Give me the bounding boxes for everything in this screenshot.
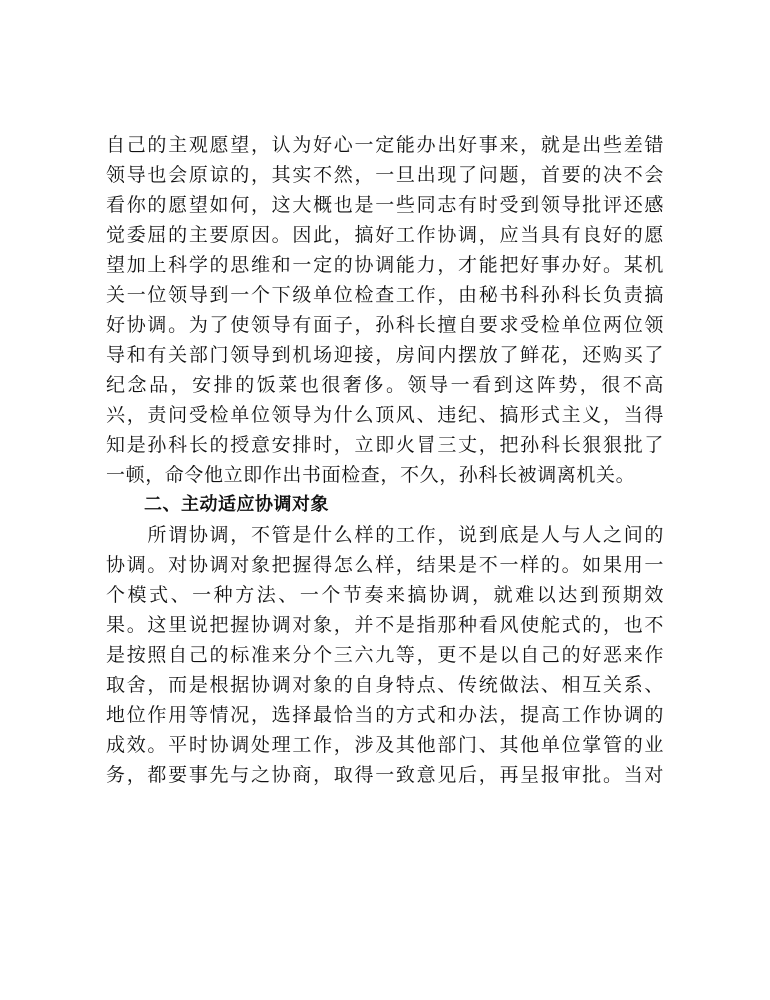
text-line: 是按照自己的标准来分个三六九等，更不是以自己的好恶来作 [106,644,664,666]
paragraph-2 [106,520,664,790]
text-line: 纪念品，安排的饭菜也很奢侈。领导一看到这阵势，很不高 [106,374,664,396]
text-line: 取舍，而是根据协调对象的自身特点、传统做法、相互关系、 [106,674,664,696]
text-line: 自己的主观愿望，认为好心一定能办出好事来，就是出些差错 [106,134,664,156]
paragraph-1 [106,130,664,490]
text-line: 望加上科学的思维和一定的协调能力，才能把好事办好。某机 [106,254,664,276]
text-line: 看你的愿望如何，这大概也是一些同志有时受到领导批评还感 [106,194,664,216]
text-line: 兴，责问受检单位领导为什么顶风、违纪、搞形式主义，当得 [106,404,664,426]
text-line: 个模式、一种方法、一个节奏来搞协调，就难以达到预期效 [106,584,664,606]
text-line: 好协调。为了使领导有面子，孙科长擅自要求受检单位两位领 [106,314,664,336]
section-heading: 二、主动适应协调对象 [144,494,329,515]
text-line: 关一位领导到一个下级单位检查工作，由秘书科孙科长负责搞 [106,284,664,306]
text-line: 成效。平时协调处理工作，涉及其他部门、其他单位掌管的业 [106,734,664,756]
text-line: 知是孙科长的授意安排时，立即火冒三丈，把孙科长狠狠批了 [106,434,664,456]
text-line: 务，都要事先与之协商，取得一致意见后，再呈报审批。当对 [106,764,664,786]
text-line: 觉委屈的主要原因。因此，搞好工作协调，应当具有良好的愿 [106,224,664,246]
text-line: 导和有关部门领导到机场迎接，房间内摆放了鲜花，还购买了 [106,344,664,366]
text-line: 地位作用等情况，选择最恰当的方式和办法，提高工作协调的 [106,704,664,726]
document-body [106,130,664,790]
text-line: 一顿，命令他立即作出书面检查，不久，孙科长被调离机关。 [106,464,636,486]
text-line: 领导也会原谅的，其实不然，一旦出现了问题，首要的决不会 [106,164,664,186]
text-line: 协调。对协调对象把握得怎么样，结果是不一样的。如果用一 [106,554,664,576]
text-line: 所谓协调，不管是什么样的工作，说到底是人与人之间的 [106,524,664,546]
text-line: 果。这里说把握协调对象，并不是指那种看风使舵式的，也不 [106,614,664,636]
